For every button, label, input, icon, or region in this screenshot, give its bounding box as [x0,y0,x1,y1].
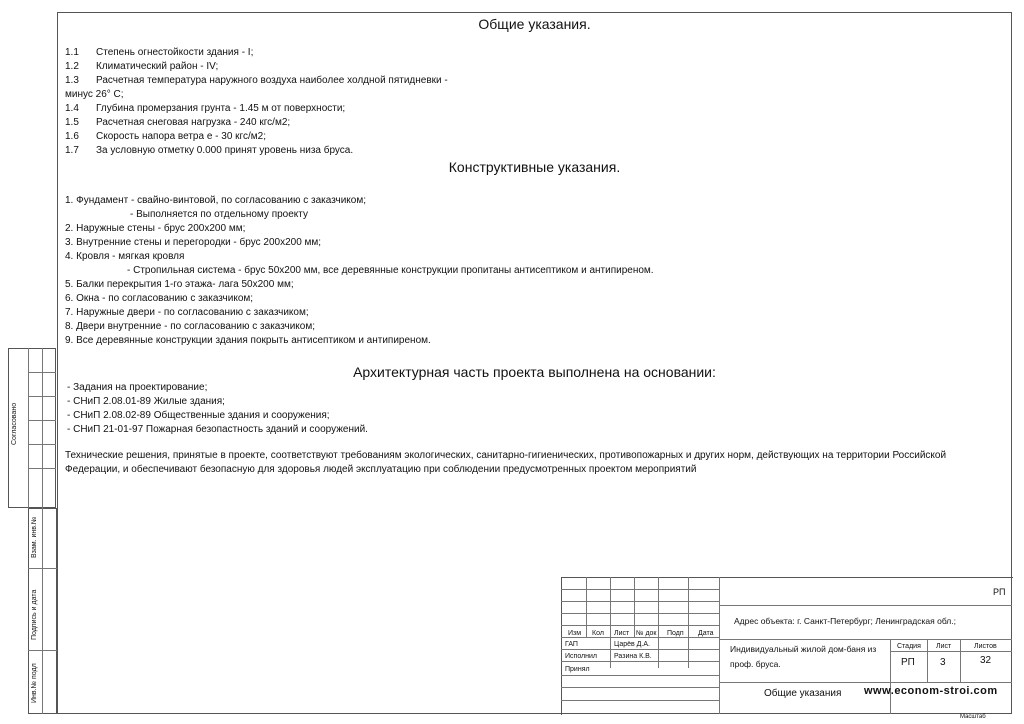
construct-item: - Выполняется по отдельному проекту [130,209,308,220]
construct-item: 8. Двери внутренние - по согласованию с заказчиком; [65,321,315,332]
website-link[interactable]: www.econom-stroi.com [864,685,998,697]
general-item-text: Скорость напора ветра е - 30 кгс/м2; [96,131,266,142]
general-item-text: Расчетная снеговая нагрузка - 240 кгс/м2; [96,117,291,128]
stage-label: Стадия [897,643,921,650]
general-item-text: Расчетная температура наружного воздуха наиболее холдной пятидневки - [96,75,448,86]
sheet-value: 3 [940,657,946,668]
header-izm: Изм [568,630,582,637]
basis-title: Архитектурная часть проекта выполнена на основании: [353,364,716,380]
construct-item: 2. Наружные стены - брус 200х200 мм; [65,223,246,234]
construct-item: 7. Наружные двери - по согласованию с заказчиком; [65,307,309,318]
construct-item: 6. Окна - по согласованию с заказчиком; [65,293,254,304]
sheets-value: 32 [980,655,992,666]
general-item-text: Степень огнестойкости здания - I; [96,47,254,58]
general-item-text: Климатический район - IV; [96,61,219,72]
sheet-title: Общие указания [764,688,842,699]
basis-item: - СНиП 2.08.01-89 Жилые здания; [67,396,225,407]
general-item-num: 1.2 [65,61,79,72]
object-address: Адрес объекта: г. Санкт-Петербург; Ленинградская обл.; [734,616,956,626]
header-kol: Кол [592,630,604,637]
role-gap: ГАП [565,641,578,648]
general-item-num: 1.7 [65,145,79,156]
basis-item: - СНиП 21-01-97 Пожарная безопастность зданий и сооружений. [67,424,368,435]
sheet-label: Лист [936,643,952,650]
general-item-num: 1.6 [65,131,79,142]
role-executor: Исполнил [565,653,598,660]
technical-decisions-paragraph: Технические решения, принятые в проекте, соответствуют требованиям экологических, санитарно-гигиенических, противопожарных и других норм, действующих на территории Российской Федерации, и обеспечивают безопасную для здоровья людей эксплуатацию при соблюдении предусмотренных проектом мероприятий [65,450,947,475]
stage-value: РП [901,657,915,668]
agreed-label: Согласовано [11,402,18,445]
general-item-num: 1.1 [65,47,79,58]
inv-orig-label: Инв.№ подл [31,663,38,703]
header-ndok: № док [636,630,657,637]
construct-item: - Стропильная система - брус 50х200 мм, все деревянные конструкции пропитаны антисептиком и антипиреном. [127,265,654,276]
general-item-text: За условную отметку 0.000 принят уровень низа бруса. [96,145,354,156]
construct-title: Конструктивные указания. [448,159,621,175]
basis-item: - Задания на проектирование; [67,382,208,393]
general-item-num: 1.3 [65,75,79,86]
basis-item: - СНиП 2.08.02-89 Общественные здания и сооружения; [67,410,330,421]
general-item-text: Глубина промерзания грунта - 1.45 м от поверхности; [96,103,346,114]
role-accepted: Принял [565,666,590,673]
general-title: Общие указания. [478,16,591,32]
name-executor: Разина К.В. [614,653,652,660]
construct-item: 1. Фундамент - свайно-винтовой, по согласованию с заказчиком; [65,195,366,206]
sheets-label: Листов [974,643,997,650]
general-item-num: 1.5 [65,117,79,128]
construct-item: 3. Внутренние стены и перегородки - брус 200х200 мм; [65,237,322,248]
header-podp: Подп [667,630,684,637]
project-name: Индивидуальный жилой дом-баня из проф. бруса. [730,644,877,669]
name-gap: Царёв Д.А. [614,641,650,648]
scale-label: Масштаб [960,714,986,720]
sign-date-label: Подпись и дата [31,589,38,640]
construct-item: 5. Балки перекрытия 1-го этажа- лага 50х200 мм; [65,279,294,290]
general-item-text: минус 26° С; [65,89,124,100]
construct-item: 9. Все деревянные конструкции здания покрыть антисептиком и антипиреном. [65,335,431,346]
vzam-inv-label: Взам. инв.№ [31,516,38,558]
general-item-num: 1.4 [65,103,79,114]
construct-item: 4. Кровля - мягкая кровля [65,251,185,262]
header-list: Лист [614,630,630,637]
doc-code: РП [993,587,1006,597]
header-data: Дата [698,630,714,637]
